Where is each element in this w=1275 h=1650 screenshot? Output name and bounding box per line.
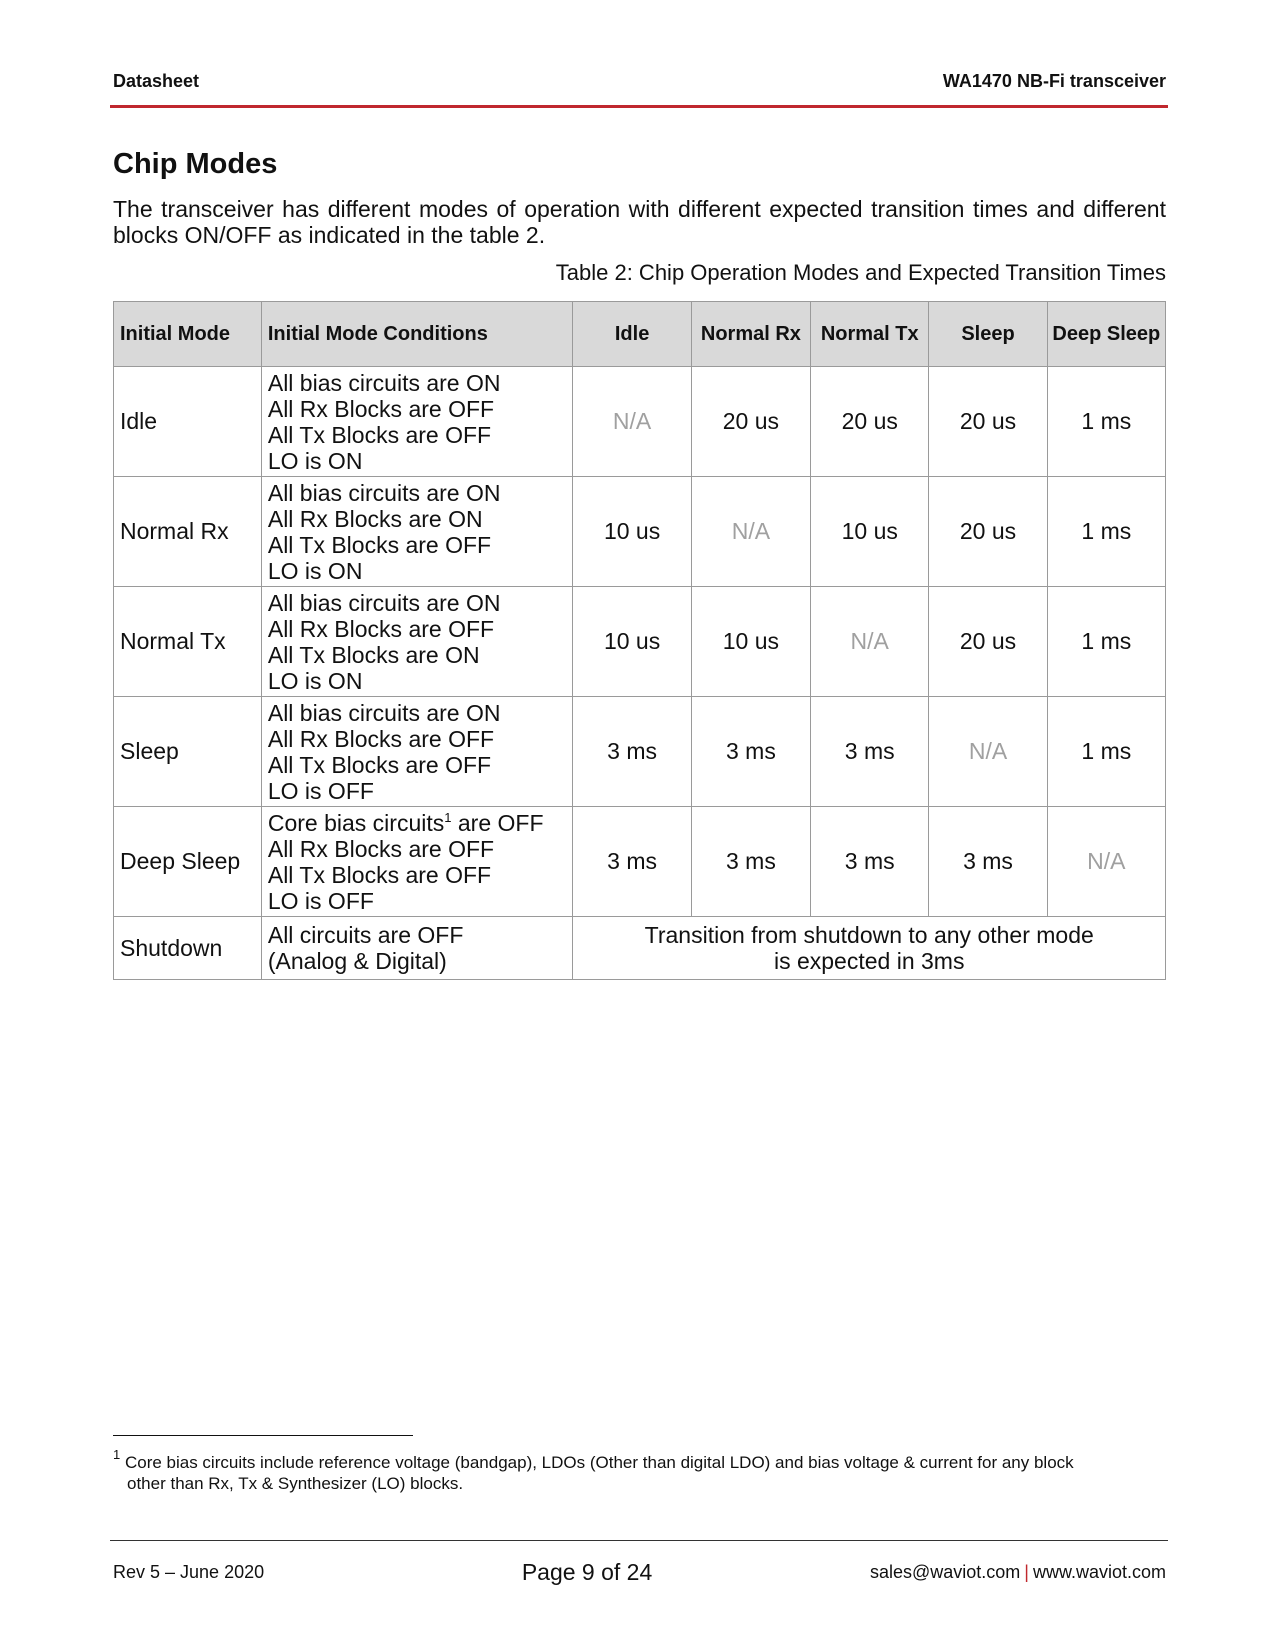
section-title: Chip Modes [113, 148, 278, 180]
transition-time: 3 ms [691, 697, 810, 807]
transition-time: 3 ms [691, 807, 810, 917]
condition-line: All Tx Blocks are OFF [267, 861, 492, 888]
condition-line: All Tx Blocks are OFF [267, 421, 492, 448]
row-mode: Idle [114, 367, 262, 477]
row-mode: Normal Rx [114, 477, 262, 587]
transition-time: N/A [1047, 807, 1165, 917]
condition-line: LO is OFF [267, 887, 374, 914]
condition-line: All Rx Blocks are OFF [267, 725, 495, 752]
contact-email[interactable]: sales@waviot.com [869, 1561, 1021, 1582]
contact-separator: | [1024, 1561, 1029, 1582]
condition-line [268, 810, 573, 836]
transition-time: 20 us [929, 587, 1047, 697]
condition-line: LO is ON [267, 447, 363, 474]
row-conditions [261, 807, 573, 917]
condition-line: All Rx Blocks are OFF [267, 835, 495, 862]
transition-time: N/A [811, 587, 929, 697]
page-number: Page 9 of 24 [521, 1558, 653, 1585]
page-header [113, 68, 1166, 94]
transition-time: N/A [573, 367, 691, 477]
footnote-divider [113, 1435, 413, 1436]
header-divider [110, 105, 1168, 108]
transition-time: 10 us [573, 587, 691, 697]
row-conditions [261, 587, 573, 697]
footnote-text: Core bias circuits include reference voltage (bandgap), LDOs (Other than digital LDO) and bias voltage & current for any block [120, 1453, 1074, 1472]
condition-line: All bias circuits are ON [267, 589, 501, 616]
transition-time: 20 us [929, 477, 1047, 587]
condition-line: All bias circuits are ON [267, 699, 501, 726]
row-conditions [261, 477, 573, 587]
row-mode: Sleep [114, 697, 262, 807]
header-idle: Idle [573, 302, 691, 367]
condition-line: All Tx Blocks are OFF [267, 531, 492, 558]
transition-time: 20 us [691, 367, 810, 477]
transition-time: 1 ms [1047, 587, 1165, 697]
table-header-row [114, 302, 1166, 367]
note-line: Transition from shutdown to any other mode [644, 922, 1094, 948]
header-deep-sleep: Deep Sleep [1047, 302, 1165, 367]
footnote-text-continued: other than Rx, Tx & Synthesizer (LO) blocks. [127, 1474, 464, 1493]
table-row [114, 587, 1166, 697]
condition-line: LO is ON [267, 667, 363, 694]
table-row-shutdown [114, 917, 1166, 980]
condition-line: All bias circuits are ON [267, 479, 501, 506]
footnote [113, 1447, 1173, 1494]
condition-line: All circuits are OFF [267, 922, 464, 948]
condition-line: LO is ON [267, 557, 363, 584]
footer-revision: Rev 5 – June 2020 [113, 1561, 265, 1582]
condition-line: LO is OFF [267, 777, 374, 804]
header-doc-type: Datasheet [113, 70, 200, 91]
condition-line: (Analog & Digital) [267, 948, 447, 974]
chip-modes-table [113, 301, 1166, 980]
row-conditions [261, 367, 573, 477]
transition-time: 3 ms [573, 807, 691, 917]
condition-line: All Tx Blocks are OFF [267, 751, 492, 778]
transition-time: 10 us [573, 477, 691, 587]
transition-time: N/A [691, 477, 810, 587]
table-row [114, 697, 1166, 807]
transition-time: 20 us [811, 367, 929, 477]
header-normal-rx: Normal Rx [691, 302, 810, 367]
header-normal-tx: Normal Tx [811, 302, 929, 367]
shutdown-transition-note [573, 917, 1166, 980]
condition-text: are OFF [451, 809, 544, 836]
transition-time: 1 ms [1047, 367, 1165, 477]
condition-line: All Rx Blocks are OFF [267, 615, 495, 642]
table-caption: Table 2: Chip Operation Modes and Expected Transition Times [555, 260, 1166, 285]
table-row [114, 367, 1166, 477]
table-row [114, 807, 1166, 917]
footnote-mark: 1 [113, 1447, 121, 1462]
table-row [114, 477, 1166, 587]
transition-time: 1 ms [1047, 697, 1165, 807]
intro-paragraph: The transceiver has different modes of operation with different expected transition times and different blocks ON/OFF as indicated in the table 2. [113, 196, 1166, 248]
condition-line: All Rx Blocks are OFF [267, 395, 495, 422]
transition-time: 3 ms [811, 807, 929, 917]
row-conditions [261, 697, 573, 807]
header-sleep: Sleep [929, 302, 1047, 367]
condition-line: All bias circuits are ON [267, 369, 501, 396]
row-mode: Deep Sleep [114, 807, 262, 917]
condition-text: Core bias circuits [267, 809, 445, 836]
footer-divider [110, 1540, 1168, 1541]
condition-line: All Rx Blocks are ON [267, 505, 483, 532]
transition-time: 20 us [929, 367, 1047, 477]
transition-time: 3 ms [573, 697, 691, 807]
row-conditions [261, 917, 573, 980]
header-initial-mode: Initial Mode [114, 302, 262, 367]
condition-line: All Tx Blocks are ON [267, 641, 480, 668]
footer-contact [870, 1562, 1166, 1583]
transition-time: 3 ms [929, 807, 1047, 917]
row-mode: Shutdown [114, 917, 262, 980]
footnote-marker: 1 [444, 809, 452, 825]
header-initial-mode-conditions: Initial Mode Conditions [261, 302, 573, 367]
transition-time: N/A [929, 697, 1047, 807]
header-product-name: WA1470 NB-Fi transceiver [942, 70, 1166, 91]
transition-time: 10 us [811, 477, 929, 587]
transition-time: 10 us [691, 587, 810, 697]
transition-time: 3 ms [811, 697, 929, 807]
contact-website[interactable]: www.waviot.com [1032, 1561, 1166, 1582]
note-line: is expected in 3ms [773, 948, 965, 974]
transition-time: 1 ms [1047, 477, 1165, 587]
row-mode: Normal Tx [114, 587, 262, 697]
page-footer [113, 1557, 1166, 1587]
